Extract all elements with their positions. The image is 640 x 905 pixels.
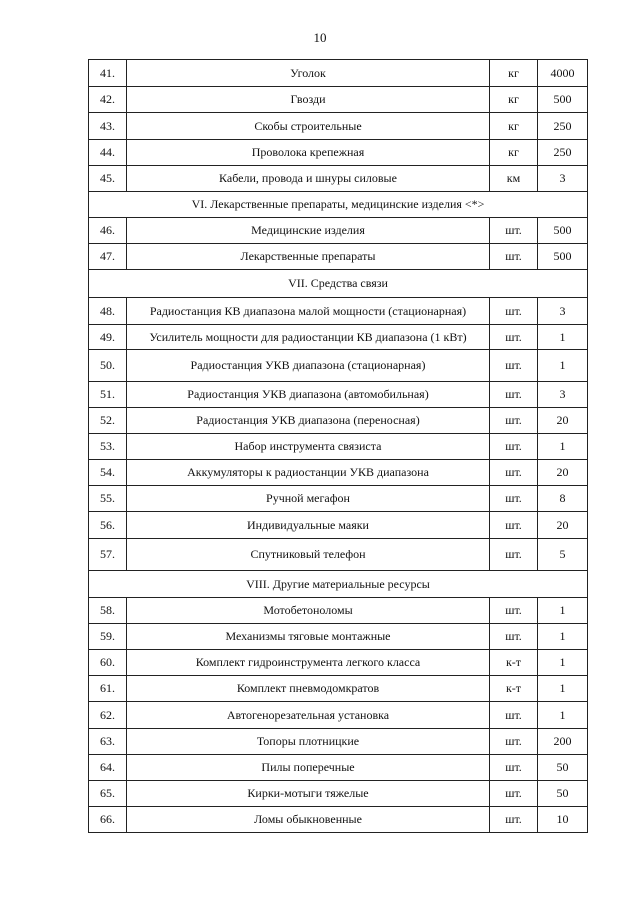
- section-header-row: [89, 571, 588, 598]
- row-number: 48.: [89, 298, 127, 325]
- section-title: VI. Лекарственные препараты, медицинские изделия <*>: [89, 192, 588, 218]
- item-quantity: 250: [538, 140, 588, 166]
- item-unit: шт.: [490, 624, 538, 650]
- item-quantity: 1: [538, 598, 588, 624]
- table-row: [89, 755, 588, 781]
- item-quantity: 1: [538, 676, 588, 702]
- item-quantity: 500: [538, 244, 588, 270]
- section-header-row: [89, 192, 588, 218]
- row-number: 41.: [89, 60, 127, 87]
- item-quantity: 1: [538, 624, 588, 650]
- table-row: [89, 460, 588, 486]
- item-unit: шт.: [490, 539, 538, 571]
- table-row: [89, 382, 588, 408]
- item-unit: шт.: [490, 486, 538, 512]
- table-row: [89, 512, 588, 539]
- item-quantity: 5: [538, 539, 588, 571]
- row-number: 52.: [89, 408, 127, 434]
- item-name: Проволока крепежная: [127, 140, 490, 166]
- item-quantity: 20: [538, 512, 588, 539]
- item-unit: шт.: [490, 434, 538, 460]
- row-number: 46.: [89, 218, 127, 244]
- page-number: 10: [313, 30, 327, 45]
- table-row: [89, 113, 588, 140]
- table-row: [89, 807, 588, 833]
- item-quantity: 20: [538, 408, 588, 434]
- item-name: Медицинские изделия: [127, 218, 490, 244]
- item-name: Автогенорезательная установка: [127, 702, 490, 729]
- item-name: Аккумуляторы к радиостанции УКВ диапазона: [127, 460, 490, 486]
- table-row: [89, 486, 588, 512]
- row-number: 64.: [89, 755, 127, 781]
- section-header-row: [89, 270, 588, 298]
- row-number: 63.: [89, 729, 127, 755]
- row-number: 47.: [89, 244, 127, 270]
- item-quantity: 8: [538, 486, 588, 512]
- item-quantity: 1: [538, 434, 588, 460]
- row-number: 66.: [89, 807, 127, 833]
- item-name: Радиостанция КВ диапазона малой мощности (стационарная): [127, 298, 490, 325]
- item-name: Скобы строительные: [127, 113, 490, 140]
- item-quantity: 1: [538, 650, 588, 676]
- item-name: Ручной мегафон: [127, 486, 490, 512]
- item-unit: шт.: [490, 460, 538, 486]
- item-quantity: 50: [538, 755, 588, 781]
- resources-table: [88, 59, 588, 833]
- item-unit: шт.: [490, 325, 538, 350]
- row-number: 49.: [89, 325, 127, 350]
- item-quantity: 3: [538, 298, 588, 325]
- item-name: Топоры плотницкие: [127, 729, 490, 755]
- table-row: [89, 298, 588, 325]
- table-row: [89, 218, 588, 244]
- item-unit: кг: [490, 140, 538, 166]
- item-unit: кг: [490, 87, 538, 113]
- item-name: Комплект пневмодомкратов: [127, 676, 490, 702]
- row-number: 43.: [89, 113, 127, 140]
- row-number: 61.: [89, 676, 127, 702]
- item-name: Комплект гидроинструмента легкого класса: [127, 650, 490, 676]
- table-row: [89, 539, 588, 571]
- row-number: 57.: [89, 539, 127, 571]
- item-name: Набор инструмента связиста: [127, 434, 490, 460]
- item-unit: шт.: [490, 702, 538, 729]
- item-quantity: 4000: [538, 60, 588, 87]
- item-name: Индивидуальные маяки: [127, 512, 490, 539]
- item-unit: км: [490, 166, 538, 192]
- item-name: Радиостанция УКВ диапазона (переносная): [127, 408, 490, 434]
- item-quantity: 10: [538, 807, 588, 833]
- table-row: [89, 598, 588, 624]
- row-number: 42.: [89, 87, 127, 113]
- row-number: 53.: [89, 434, 127, 460]
- item-name: Пилы поперечные: [127, 755, 490, 781]
- item-quantity: 500: [538, 87, 588, 113]
- item-unit: к-т: [490, 676, 538, 702]
- table-row: [89, 244, 588, 270]
- item-unit: шт.: [490, 382, 538, 408]
- row-number: 65.: [89, 781, 127, 807]
- item-unit: к-т: [490, 650, 538, 676]
- row-number: 55.: [89, 486, 127, 512]
- item-name: Кирки-мотыги тяжелые: [127, 781, 490, 807]
- section-title: VII. Средства связи: [89, 270, 588, 298]
- item-name: Мотобетоноломы: [127, 598, 490, 624]
- table-row: [89, 434, 588, 460]
- item-name: Кабели, провода и шнуры силовые: [127, 166, 490, 192]
- item-unit: шт.: [490, 350, 538, 382]
- item-quantity: 3: [538, 382, 588, 408]
- table-row: [89, 624, 588, 650]
- item-unit: шт.: [490, 781, 538, 807]
- item-quantity: 1: [538, 325, 588, 350]
- table-row: [89, 408, 588, 434]
- table-row: [89, 60, 588, 87]
- item-name: Радиостанция УКВ диапазона (стационарная): [127, 350, 490, 382]
- item-quantity: 3: [538, 166, 588, 192]
- row-number: 54.: [89, 460, 127, 486]
- table-row: [89, 140, 588, 166]
- item-quantity: 20: [538, 460, 588, 486]
- table-row: [89, 781, 588, 807]
- item-quantity: 1: [538, 350, 588, 382]
- row-number: 58.: [89, 598, 127, 624]
- item-quantity: 250: [538, 113, 588, 140]
- item-unit: шт.: [490, 298, 538, 325]
- row-number: 44.: [89, 140, 127, 166]
- row-number: 50.: [89, 350, 127, 382]
- table-row: [89, 702, 588, 729]
- table-row: [89, 676, 588, 702]
- table-row: [89, 350, 588, 382]
- item-unit: шт.: [490, 755, 538, 781]
- table-row: [89, 166, 588, 192]
- table-row: [89, 325, 588, 350]
- row-number: 60.: [89, 650, 127, 676]
- item-name: Механизмы тяговые монтажные: [127, 624, 490, 650]
- item-name: Лекарственные препараты: [127, 244, 490, 270]
- item-name: Спутниковый телефон: [127, 539, 490, 571]
- item-unit: шт.: [490, 807, 538, 833]
- item-name: Уголок: [127, 60, 490, 87]
- section-title: VIII. Другие материальные ресурсы: [89, 571, 588, 598]
- item-unit: шт.: [490, 729, 538, 755]
- item-unit: шт.: [490, 598, 538, 624]
- item-name: Усилитель мощности для радиостанции КВ диапазона (1 кВт): [127, 325, 490, 350]
- item-unit: кг: [490, 113, 538, 140]
- row-number: 56.: [89, 512, 127, 539]
- row-number: 51.: [89, 382, 127, 408]
- item-unit: кг: [490, 60, 538, 87]
- item-name: Ломы обыкновенные: [127, 807, 490, 833]
- table-row: [89, 87, 588, 113]
- item-name: Радиостанция УКВ диапазона (автомобильная): [127, 382, 490, 408]
- item-unit: шт.: [490, 218, 538, 244]
- item-quantity: 500: [538, 218, 588, 244]
- resources-table-body: [89, 60, 588, 833]
- item-unit: шт.: [490, 512, 538, 539]
- item-unit: шт.: [490, 244, 538, 270]
- row-number: 45.: [89, 166, 127, 192]
- item-quantity: 1: [538, 702, 588, 729]
- item-name: Гвозди: [127, 87, 490, 113]
- item-unit: шт.: [490, 408, 538, 434]
- item-quantity: 200: [538, 729, 588, 755]
- row-number: 62.: [89, 702, 127, 729]
- row-number: 59.: [89, 624, 127, 650]
- table-row: [89, 729, 588, 755]
- item-quantity: 50: [538, 781, 588, 807]
- table-row: [89, 650, 588, 676]
